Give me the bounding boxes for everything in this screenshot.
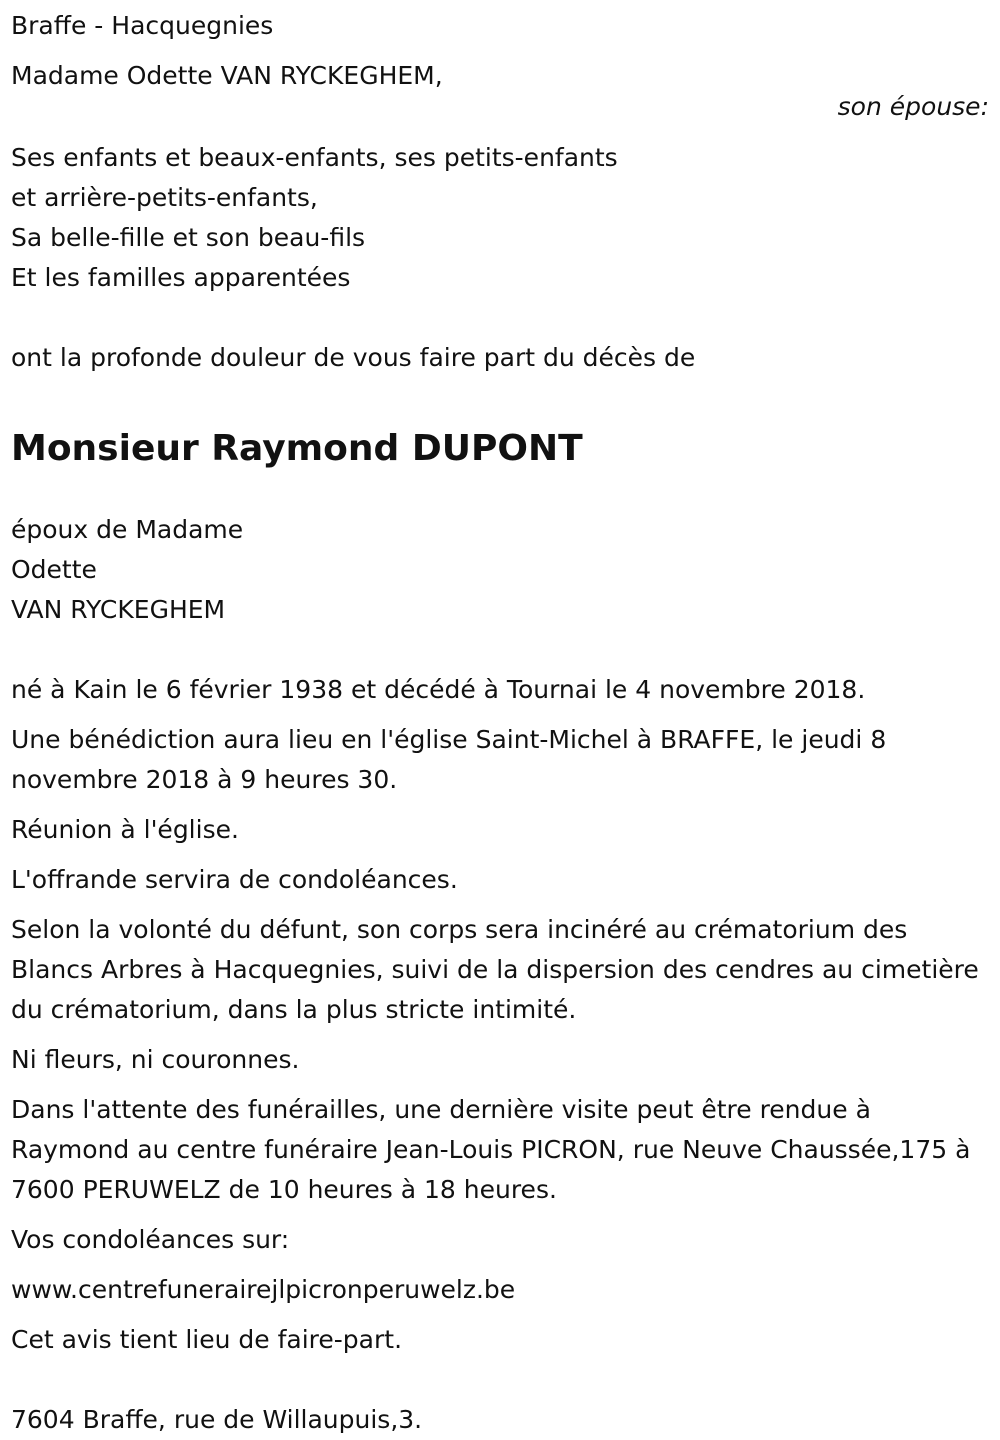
no-flowers-paragraph: Ni fleurs, ni couronnes. [11,1045,300,1074]
notice-statement: Cet avis tient lieu de faire-part. [11,1325,403,1354]
home-address: 7604 Braffe, rue de Willaupuis,3. [11,1405,423,1434]
obituary-notice [11,6,991,1440]
details-block [11,670,991,1360]
spouse-of-line: VAN RYCKEGHEM [11,595,226,624]
condolences-link[interactable]: www.centrefunerairejlpicronperuwelz.be [11,1275,516,1304]
deceased-name: Monsieur Raymond DUPONT [11,428,583,469]
announcement-text: ont la profonde douleur de vous faire part du décès de [11,343,696,372]
spouse-of-line: époux de Madame [11,515,244,544]
family-line: et arrière-petits-enfants, [11,183,318,212]
meeting-paragraph: Réunion à l'église. [11,815,239,844]
location-heading: Braffe - Hacquegnies [11,11,274,40]
blessing-paragraph: Une bénédiction aura lieu en l'église Saint-Michel à BRAFFE, le jeudi 8 novembre 2018 à 9 heures 30. [11,725,887,794]
spouse-of-block [11,510,991,630]
widow-name: Madame Odette VAN RYCKEGHEM, [11,61,443,90]
offering-paragraph: L'offrande servira de condoléances. [11,865,458,894]
widow-role: son épouse: [837,92,989,121]
cremation-paragraph: Selon la volonté du défunt, son corps sera incinéré au crématorium des Blancs Arbres à Hacquegnies, suivi de la dispersion des cendres au cimetière du crématorium, dans la plus stricte intimité. [11,915,979,1024]
birth-death-paragraph: né à Kain le 6 février 1938 et décédé à Tournai le 4 novembre 2018. [11,675,866,704]
condolences-label: Vos condoléances sur: [11,1225,290,1254]
spouse-of-line: Odette [11,555,97,584]
family-line: Sa belle-fille et son beau-fils [11,223,366,252]
family-line: Ses enfants et beaux-enfants, ses petits-enfants [11,143,618,172]
family-list [11,138,991,298]
visit-paragraph: Dans l'attente des funérailles, une dernière visite peut être rendue à Raymond au centre funéraire Jean-Louis PICRON, rue Neuve Chaussée,175 à 7600 PERUWELZ de 10 heures à 18 heures. [11,1095,971,1204]
family-line: Et les familles apparentées [11,263,351,292]
